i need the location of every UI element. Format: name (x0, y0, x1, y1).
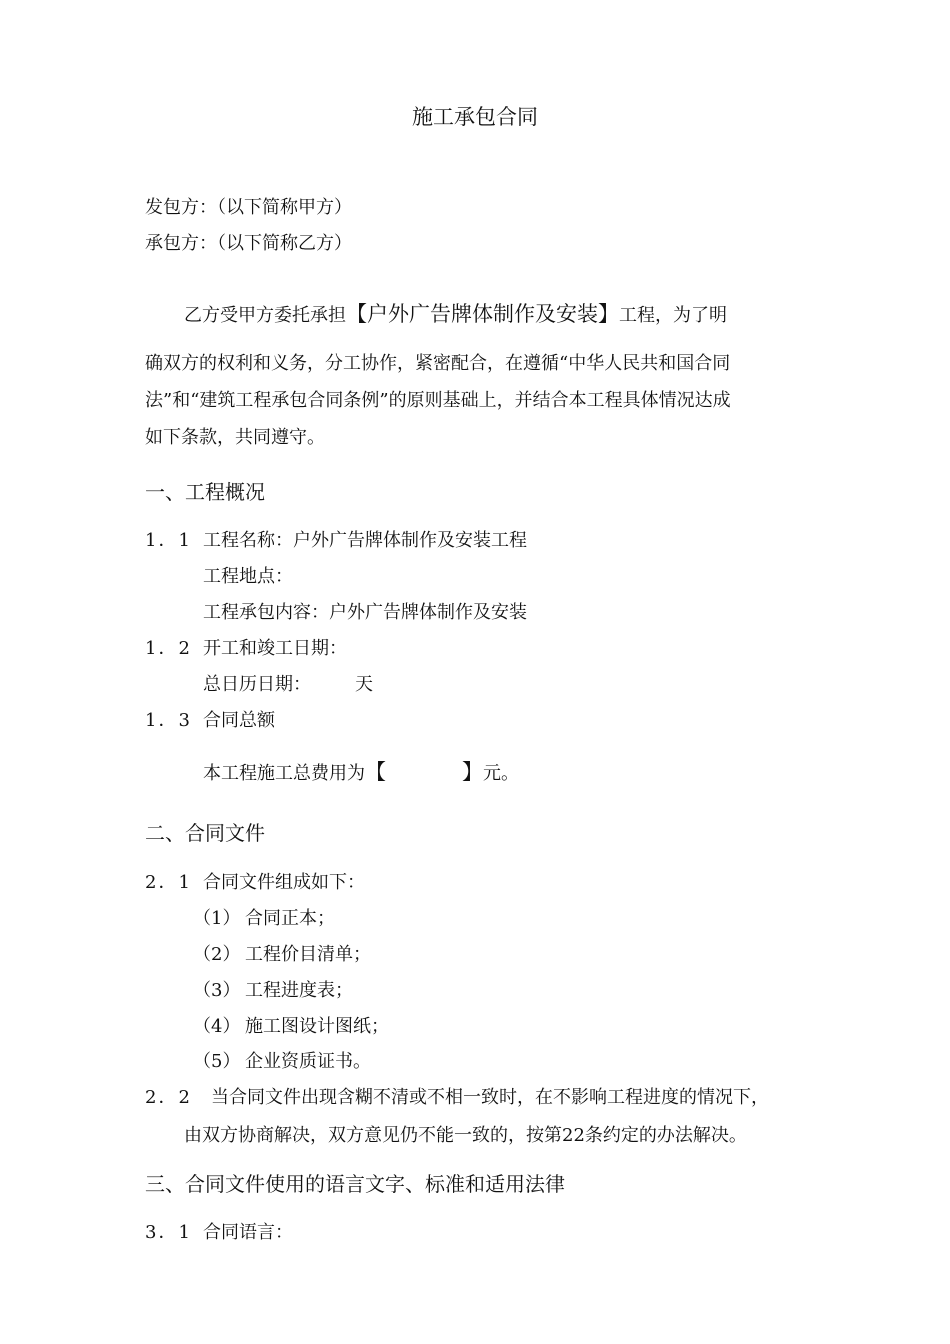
total-fee-label: 本工程施工总费用为 (203, 763, 365, 784)
intro-post: 工程，为了明 (619, 305, 727, 326)
intro-line-2: 确双方的权利和义务，分工协作，紧密配合，在遵循“中华人民共和国合同 (145, 353, 731, 374)
document-item-number: （4） (193, 1016, 241, 1037)
section-2-heading: 二、合同文件 (145, 821, 265, 845)
schedule-label: 开工和竣工日期： (203, 638, 347, 659)
clause-2-2-number: 2．2 (145, 1087, 192, 1108)
fee-unit: 元。 (483, 763, 519, 784)
project-location: 工程地点： (203, 566, 293, 587)
section-3-heading: 三、合同文件使用的语言文字、标准和适用法律 (145, 1172, 565, 1196)
fee-bracket-close: 】 (462, 760, 483, 784)
clause-3-1-number: 3．1 (145, 1222, 192, 1243)
document-item-text: 合同正本； (245, 908, 335, 929)
clause-1-2-number: 1．2 (145, 638, 192, 659)
clause-1-3-number: 1．3 (145, 710, 192, 731)
contract-language-label: 合同语言： (203, 1222, 293, 1243)
document-item-number: （3） (193, 980, 241, 1001)
clause-2-1-number: 2．1 (145, 872, 192, 893)
documents-intro: 合同文件组成如下： (203, 872, 365, 893)
document-item-text: 工程价目清单； (245, 944, 371, 965)
intro-line-3: 法”和“建筑工程承包合同条例”的原则基础上，并结合本工程具体情况达成 (145, 390, 731, 411)
project-scope: 工程承包内容：户外广告牌体制作及安装 (203, 602, 527, 623)
clause-1-1-number: 1．1 (145, 530, 192, 551)
document-item-text: 施工图设计图纸； (245, 1016, 389, 1037)
document-item-text: 工程进度表； (245, 980, 353, 1001)
document-item-text: 企业资质证书。 (245, 1051, 371, 1072)
contract-total-label: 合同总额 (203, 710, 275, 731)
document-item-number: （1） (193, 908, 241, 929)
party-employer: 发包方：（以下简称甲方） (145, 197, 352, 218)
document-title: 施工承包合同 (412, 105, 538, 129)
total-fee-line (203, 756, 519, 786)
clause-2-2-line-1: 当合同文件出现含糊不清或不相一致时，在不影响工程进度的情况下， (211, 1087, 769, 1108)
project-name: 工程名称：户外广告牌体制作及安装工程 (203, 530, 527, 551)
total-days-unit: 天 (355, 674, 373, 695)
document-item-number: （5） (193, 1051, 241, 1072)
section-1-heading: 一、工程概况 (145, 480, 265, 504)
total-days-label: 总日历日期： (203, 674, 311, 695)
clause-2-2-line-2: 由双方协商解决，双方意见仍不能一致的，按第22条约定的办法解决。 (184, 1125, 747, 1146)
intro-line-1 (184, 304, 727, 326)
document-item-number: （2） (193, 944, 241, 965)
intro-pre: 乙方受甲方委托承担 (184, 305, 346, 326)
intro-line-4: 如下条款，共同遵守。 (145, 427, 325, 448)
fee-bracket-open: 【 (365, 760, 386, 784)
party-contractor: 承包方：（以下简称乙方） (145, 233, 352, 254)
project-name-bracketed: 【户外广告牌体制作及安装】 (346, 302, 619, 326)
